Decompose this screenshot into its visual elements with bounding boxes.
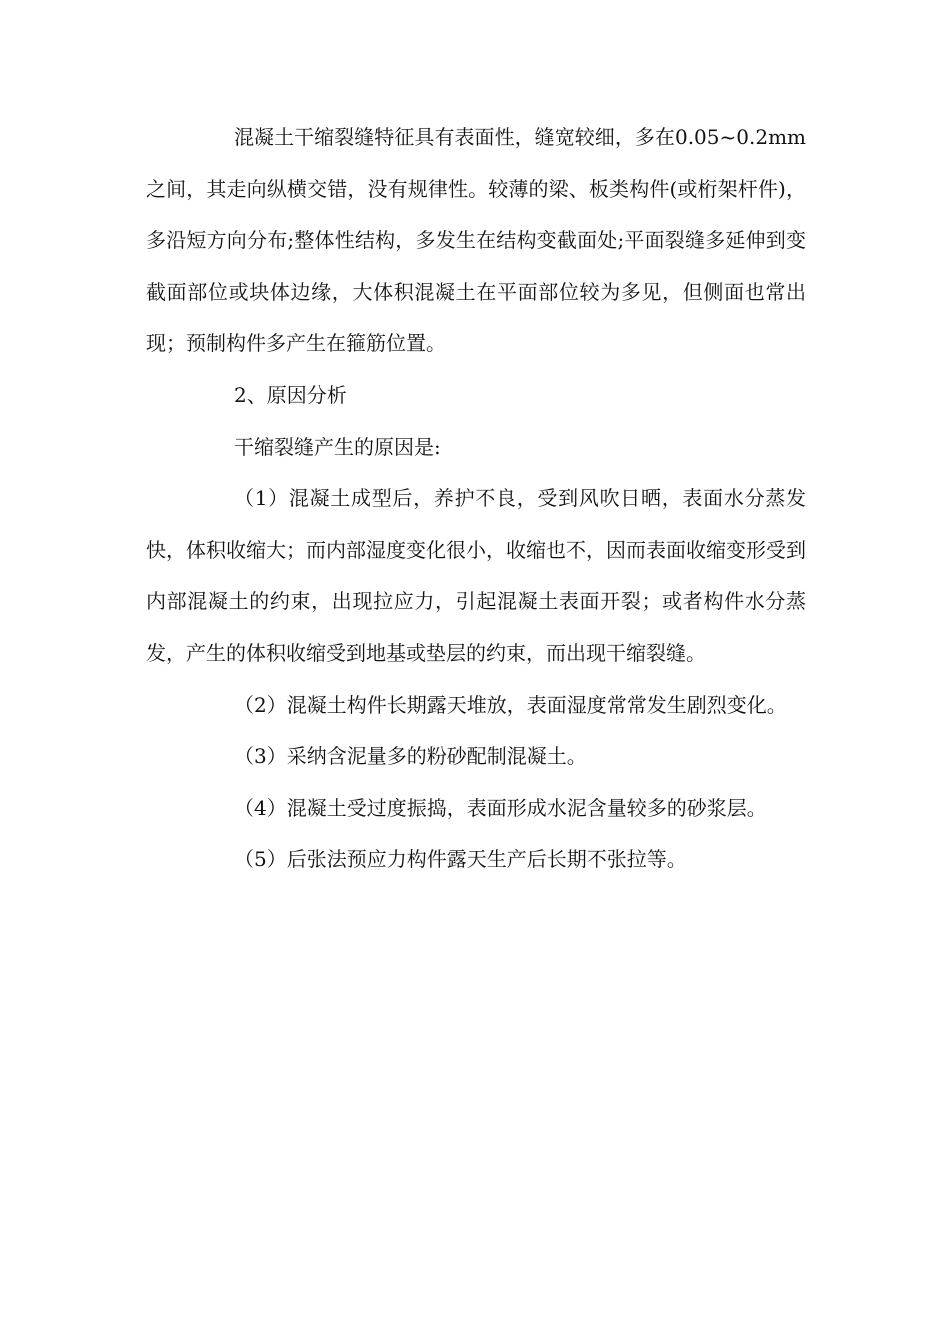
list-item-cause-4: （4）混凝土受过度振捣，表面形成水泥含量较多的砂浆层。 <box>234 795 767 820</box>
list-item-cause-1: （1）混凝土成型后，养护不良，受到风吹日晒，表面水分蒸发快，体积收缩大；而内部湿度变化很小，收缩也不，因而表面收缩变形受到内部混凝土的约束，出现拉应力，引起混凝土表面开裂；或者构件水分蒸发，产生的体积收缩受到地基或垫层的约束，而出现干缩裂缝。 <box>146 486 806 665</box>
list-item-cause-5: （5）后张法预应力构件露天生产后长期不张拉等。 <box>234 847 687 872</box>
paragraph-crack-characteristics: 混凝土干缩裂缝特征具有表面性，缝宽较细，多在0.05~0.2mm之间，其走向纵横交错，没有规律性。较薄的梁、板类构件(或桁架杆件)，多沿短方向分布;整体性结构，多发生在结构变截面处;平面裂缝多延伸到变截面部位或块体边缘，大体积混凝土在平面部位较为多见，但侧面也常出现；预制构件多产生在箍筋位置。 <box>146 125 806 356</box>
list-item-cause-3: （3）采纳含泥量多的粉砂配制混凝土。 <box>234 744 587 769</box>
list-item-cause-2: （2）混凝土构件长期露天堆放，表面湿度常常发生剧烈变化。 <box>234 692 787 717</box>
section-heading-cause-analysis: 2、原因分析 <box>234 382 347 407</box>
document-body <box>146 112 806 886</box>
paragraph-causes-intro: 干缩裂缝产生的原因是: <box>234 434 441 459</box>
